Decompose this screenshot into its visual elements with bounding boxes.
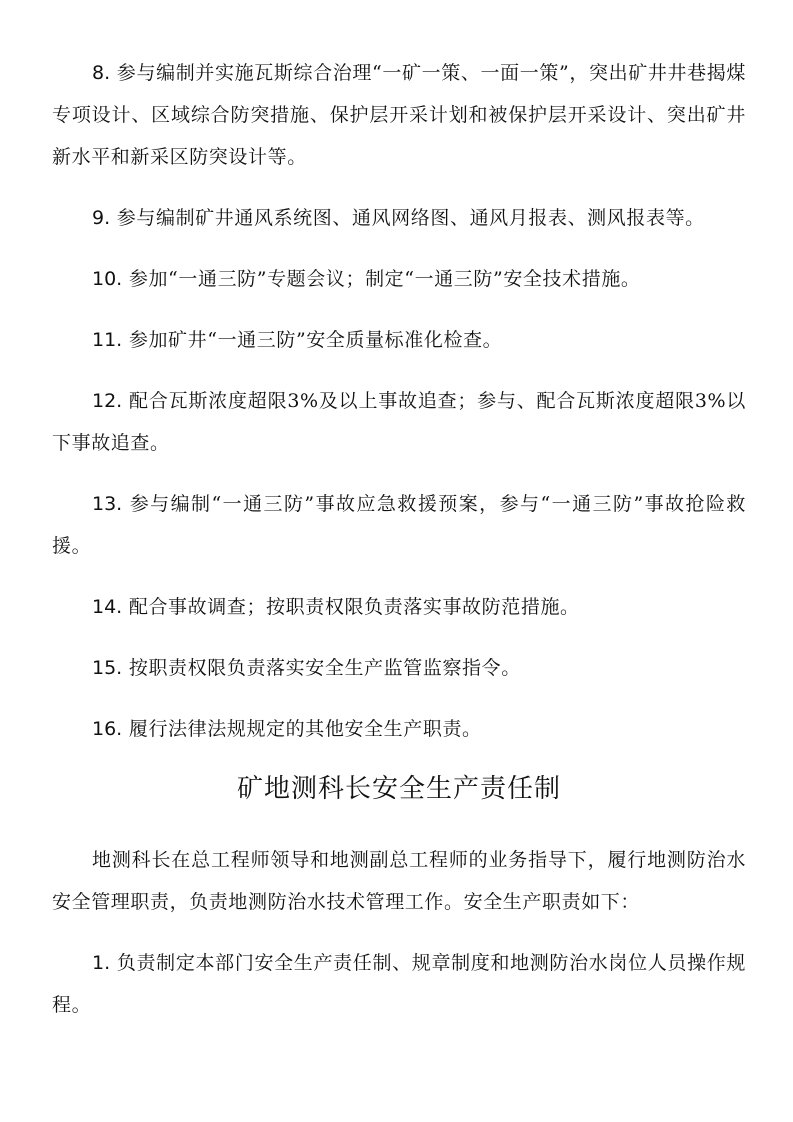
- item-number: 13.: [92, 493, 123, 515]
- item-text: 配合瓦斯浓度超限3%及以上事故追查；参与、配合瓦斯浓度超限3%以下事故追查。: [52, 390, 746, 454]
- document-page: [52, 52, 746, 1045]
- item-number: 9.: [92, 207, 111, 229]
- item-number: 8.: [92, 62, 111, 84]
- item-number: 15.: [92, 657, 123, 679]
- item-number: 16.: [92, 718, 123, 740]
- duty-item-15: [52, 647, 746, 689]
- section-title: 矿地测科长安全生产责任制: [236, 774, 561, 804]
- item-number: 1.: [92, 952, 111, 974]
- item-text: 参加矿井“一通三防”安全质量标准化检查。: [122, 329, 503, 351]
- duty-item-14: [52, 586, 746, 628]
- duty-item-9: [52, 197, 746, 239]
- duty-item-10: [52, 258, 746, 300]
- duty-item-16: [52, 708, 746, 750]
- item-number: 14.: [92, 596, 123, 618]
- duty-item-8: [52, 52, 746, 178]
- item-text: 参与编制并实施瓦斯综合治理“一矿一策、一面一策”，突出矿井井巷揭煤专项设计、区域综合防突措施、保护层开采计划和被保护层开采设计、突出矿井新水平和新采区防突设计等。: [52, 62, 746, 168]
- duty-item-12: [52, 380, 746, 464]
- duty-item-13: [52, 483, 746, 567]
- item-number: 10.: [92, 268, 123, 290]
- section-intro: 地测科长在总工程师领导和地测副总工程师的业务指导下，履行地测防治水安全管理职责，负责地测防治水技术管理工作。安全生产职责如下：: [52, 849, 746, 913]
- item-text: 参与编制矿井通风系统图、通风网络图、通风月报表、测风报表等。: [110, 207, 705, 229]
- item-number: 11.: [92, 329, 123, 351]
- item-text: 负责制定本部门安全生产责任制、规章制度和地测防治水岗位人员操作规程。: [52, 952, 746, 1016]
- item-text: 参加“一通三防”专题会议；制定“一通三防”安全技术措施。: [122, 268, 641, 290]
- item-text: 履行法律法规规定的其他安全生产职责。: [122, 718, 482, 740]
- item-text: 配合事故调查；按职责权限负责落实事故防范措施。: [122, 596, 580, 618]
- item-text: 参与编制“一通三防”事故应急救援预案，参与“一通三防”事故抢险救援。: [52, 493, 746, 557]
- duty-item-1: [52, 942, 746, 1026]
- item-text: 按职责权限负责落实安全生产监管监察指令。: [122, 657, 521, 679]
- duty-item-11: [52, 319, 746, 361]
- item-number: 12.: [92, 390, 123, 412]
